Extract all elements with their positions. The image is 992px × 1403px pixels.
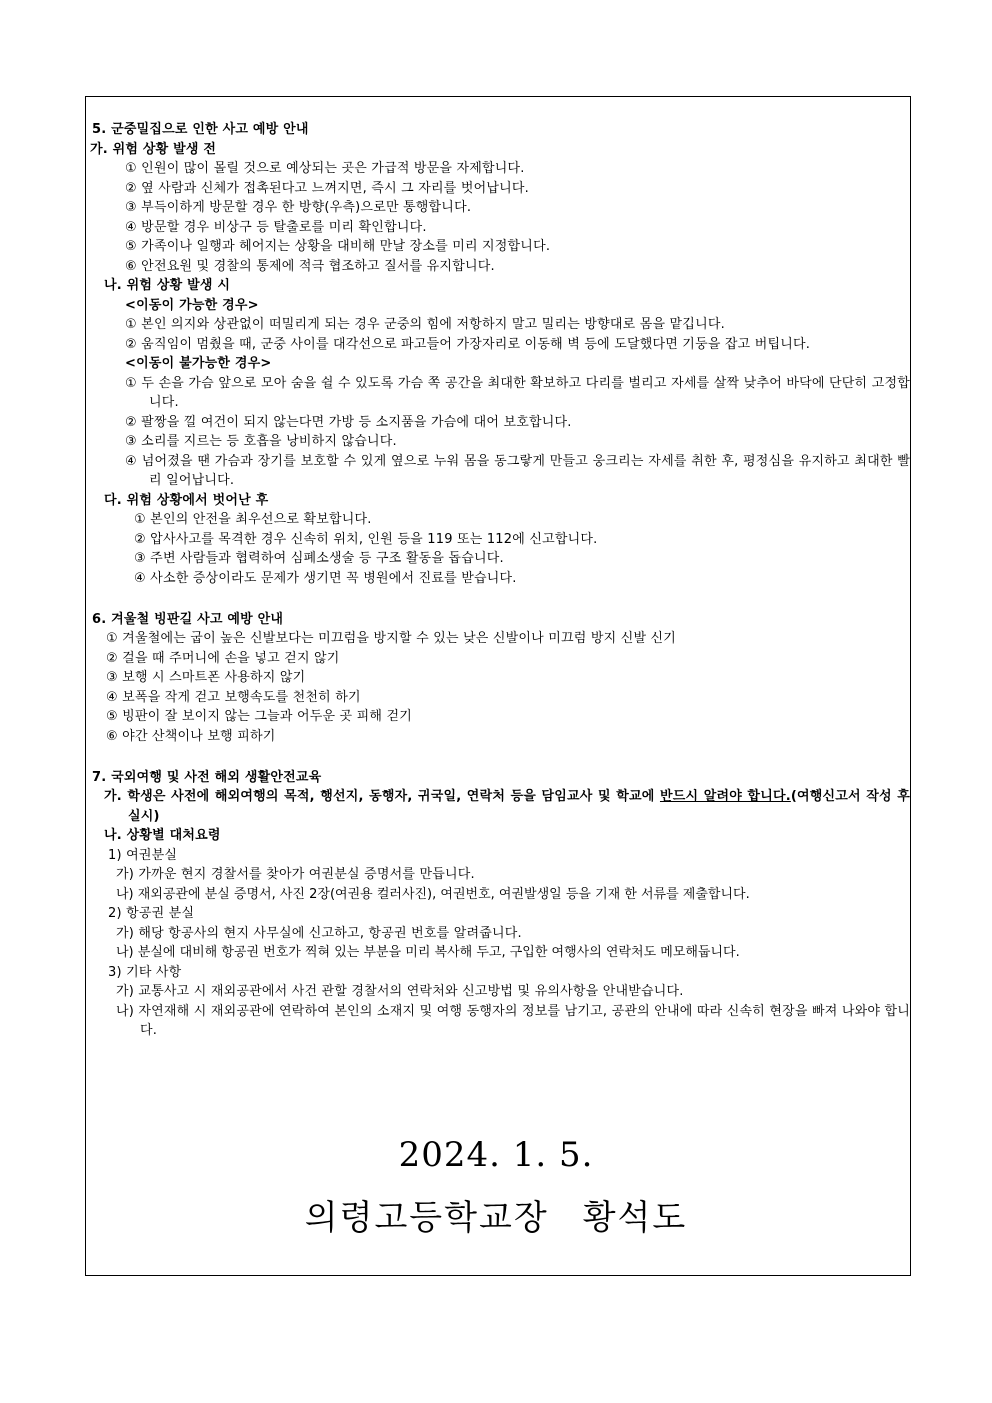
list-item: 가) 교통사고 시 재외공관에서 사건 관할 경찰서의 연락처와 신고방법 및 유의사항을 안내받습니다. <box>116 984 684 999</box>
list-item: 나) 재외공관에 분실 증명서, 사진 2장(여권용 컬러사진), 여권번호, 여권발생일 등을 기재 한 서류를 제출합니다. <box>116 886 750 902</box>
list-item: ⑥ 안전요원 및 경찰의 통제에 적극 협조하고 질서를 유지합니다. <box>125 258 495 274</box>
list-item: ⑤ 빙판이 잘 보이지 않는 그늘과 어두운 곳 피해 걷기 <box>106 709 413 724</box>
list-item: ③ 보행 시 스마트폰 사용하지 않기 <box>106 670 306 685</box>
section-6-title: 6. 겨울철 빙판길 사고 예방 안내 <box>92 611 284 627</box>
section-7-ga-text: 가. 학생은 사전에 해외여행의 목적, 행선지, 동행자, 귀국일, 연락처 등을 담임교사 및 학교에 <box>104 789 660 804</box>
list-item: 가) 해당 항공사의 현지 사무실에 신고하고, 항공권 번호를 알려줍니다. <box>116 925 522 941</box>
list-item: 나) 분실에 대비해 항공권 번호가 찍혀 있는 부분을 미리 복사해 두고, 구입한 여행사의 연락처도 메모해둡니다. <box>116 945 740 960</box>
list-item: ④ 보폭을 작게 걷고 보행속도를 천천히 하기 <box>106 689 361 705</box>
list-item: ② 걸을 때 주머니에 손을 넣고 걷지 않기 <box>106 650 340 666</box>
section-7-na-title: 나. 상황별 대처요령 <box>104 828 221 843</box>
school-principal-title: 의령고등학교장 <box>304 1198 549 1238</box>
subheading-immovable: <이동이 불가능한 경우> <box>125 356 272 371</box>
section-5-title: 5. 군중밀집으로 인한 사고 예방 안내 <box>92 122 309 137</box>
section-5-ga-title: 가. 위험 상황 발생 전 <box>90 141 217 157</box>
document-body <box>92 120 910 1041</box>
section-7-ga-note: (여행신고서 작성 후 실시) <box>128 789 910 824</box>
list-item: ② 팔짱을 낄 여건이 되지 않는다면 가방 등 소지품을 가슴에 대어 보호합니다. <box>125 414 572 430</box>
document-date: 2024. 1. 5. <box>398 1135 594 1175</box>
list-item: ② 압사사고를 목격한 경우 신속히 위치, 인원 등을 119 또는 112에 신고합니다. <box>134 531 598 547</box>
section-5-da-title: 다. 위험 상황에서 벗어난 후 <box>104 492 269 508</box>
section-5-na-title: 나. 위험 상황 발생 시 <box>104 278 231 293</box>
list-item: ② 옆 사람과 신체가 접촉된다고 느껴지면, 즉시 그 자리를 벗어납니다. <box>125 180 529 196</box>
group-title-passport: 1) 여권분실 <box>108 847 178 863</box>
list-item: ① 인원이 많이 몰릴 것으로 예상되는 곳은 가급적 방문을 자제합니다. <box>125 161 525 176</box>
list-item: ② 움직임이 멈췄을 때, 군중 사이를 대각선으로 파고들어 가장자리로 이동해 벽 등에 도달했다면 기둥을 잡고 버팁니다. <box>125 336 811 352</box>
signature-line <box>0 1190 992 1239</box>
list-item: ③ 소리를 지르는 등 호흡을 낭비하지 않습니다. <box>125 434 397 449</box>
group-title-other: 3) 기타 사항 <box>108 964 182 980</box>
list-item: ④ 방문할 경우 비상구 등 탈출로를 미리 확인합니다. <box>125 219 427 235</box>
list-item: ① 두 손을 가슴 앞으로 모아 숨을 쉴 수 있도록 가슴 쪽 공간을 최대한 확보하고 다리를 벌리고 자세를 살짝 낮추어 바닥에 단단히 고정합니다. <box>125 375 910 410</box>
list-item: ⑥ 야간 산책이나 보행 피하기 <box>106 728 276 744</box>
list-item: 나) 자연재해 시 재외공관에 연락하여 본인의 소재지 및 여행 동행자의 정보를 남기고, 공관의 안내에 따라 신속히 현장을 빠져 나와야 합니다. <box>116 1003 910 1038</box>
list-item: ④ 사소한 증상이라도 문제가 생기면 꼭 병원에서 진료를 받습니다. <box>134 570 517 586</box>
principal-name: 황석도 <box>582 1198 688 1238</box>
group-title-ticket: 2) 항공권 분실 <box>108 906 195 921</box>
list-item: ① 본인 의지와 상관없이 떠밀리게 되는 경우 군중의 힘에 저항하지 말고 밀리는 방향대로 몸을 맡깁니다. <box>125 317 725 332</box>
list-item: ③ 주변 사람들과 협력하여 심폐소생술 등 구조 활동을 돕습니다. <box>134 551 504 566</box>
list-item: ⑤ 가족이나 일행과 헤어지는 상황을 대비해 만날 장소를 미리 지정합니다. <box>125 239 551 254</box>
section-7-ga-emphasis: 반드시 알려야 합니다. <box>659 789 791 804</box>
list-item: ① 겨울철에는 굽이 높은 신발보다는 미끄럼을 방지할 수 있는 낮은 신발이나 미끄럼 방지 신발 신기 <box>106 631 677 646</box>
list-item: ① 본인의 안전을 최우선으로 확보합니다. <box>134 512 372 527</box>
section-7-ga-paragraph <box>92 787 910 826</box>
section-7-title: 7. 국외여행 및 사전 해외 생활안전교육 <box>92 769 322 785</box>
list-item: 가) 가까운 현지 경찰서를 찾아가 여권분실 증명서를 만듭니다. <box>116 867 475 882</box>
list-item: ④ 넘어졌을 땐 가슴과 장기를 보호할 수 있게 옆으로 누워 몸을 동그랗게 만들고 웅크리는 자세를 취한 후, 평정심을 유지하고 최대한 빨리 일어납니다. <box>125 453 910 488</box>
subheading-movable: <이동이 가능한 경우> <box>125 297 259 313</box>
list-item: ③ 부득이하게 방문할 경우 한 방향(우측)으로만 통행합니다. <box>125 200 472 215</box>
